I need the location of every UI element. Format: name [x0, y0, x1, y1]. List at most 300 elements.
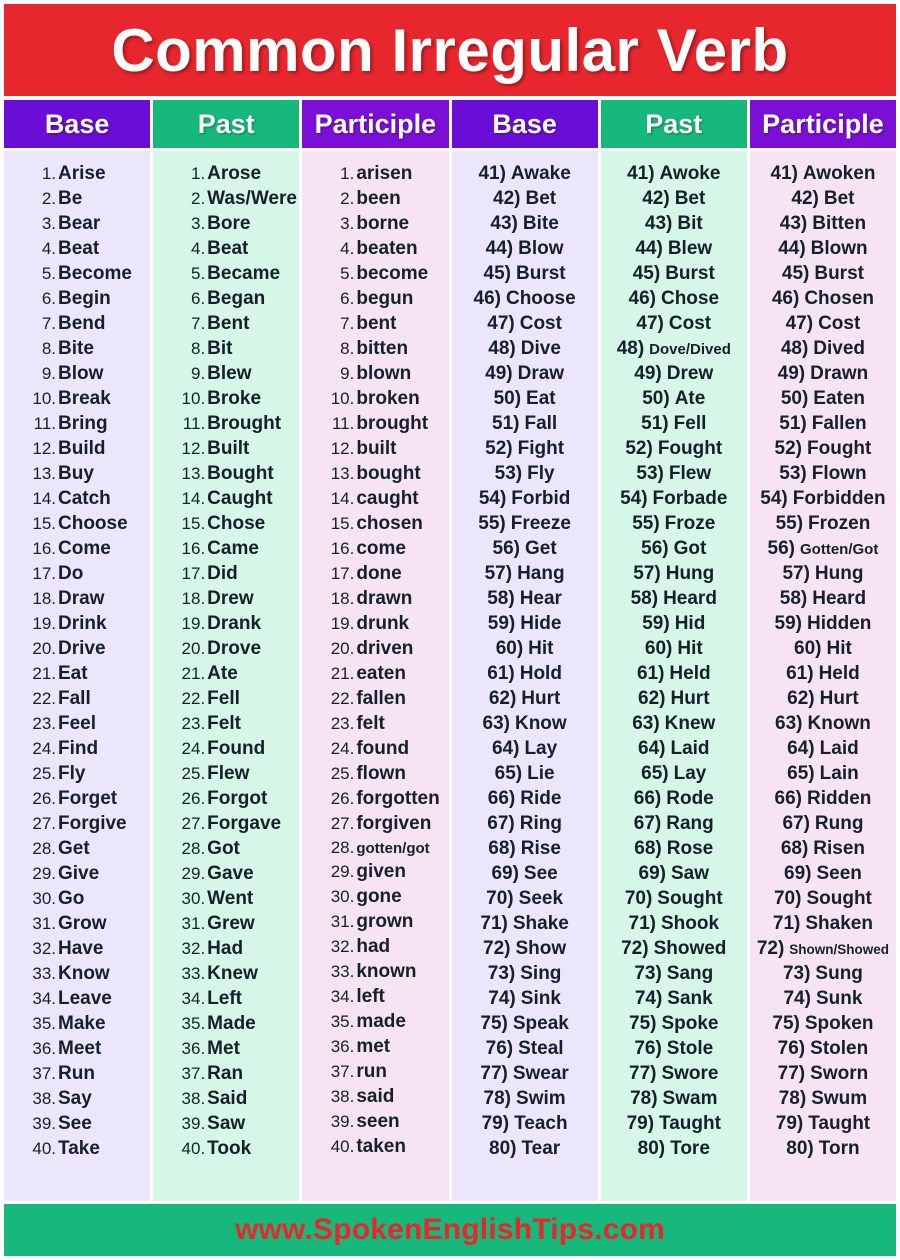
verb-entry	[157, 961, 295, 986]
verb-entry-number: 58)	[779, 588, 808, 609]
verb-entry-number: 51)	[492, 413, 520, 434]
verb-entry	[306, 636, 444, 661]
verb-entry-number: 54)	[760, 488, 788, 509]
verb-entry-number: 29.	[181, 864, 206, 883]
verb-entry	[754, 261, 892, 286]
verb-entry-word: Met	[207, 1038, 240, 1059]
verb-entry-number: 30.	[32, 889, 56, 908]
verb-entry	[456, 936, 594, 961]
footer-banner	[4, 1204, 896, 1256]
verb-entry	[605, 211, 743, 236]
verb-entry-number: 54)	[478, 488, 507, 509]
verb-entry-word: Blow	[518, 238, 564, 259]
verb-entry	[306, 884, 444, 909]
verb-entry-word: Caught	[207, 488, 273, 509]
verb-entry-word: driven	[356, 638, 414, 659]
verb-entry-number: 61)	[487, 663, 515, 684]
verb-entry	[306, 261, 444, 286]
column-base-right	[452, 151, 598, 1201]
verb-entry	[8, 211, 146, 236]
verb-entry-number: 53)	[494, 463, 523, 484]
verb-entry-word: Choose	[505, 288, 576, 309]
verb-entry-word: Grow	[58, 913, 107, 934]
verb-entry-number: 71)	[772, 913, 801, 934]
verb-entry-word: Blew	[207, 363, 252, 384]
verb-entry-word: Bore	[207, 213, 251, 234]
verb-entry	[754, 711, 892, 736]
verb-entry-number: 19.	[330, 614, 355, 633]
verb-entry-number: 47)	[636, 313, 664, 334]
verb-entry-number: 49)	[777, 363, 806, 384]
verb-entry-word: Drawn	[810, 363, 869, 384]
verb-entry-number: 71)	[480, 913, 508, 934]
verb-entry-word: Meet	[58, 1038, 102, 1059]
verb-entry	[157, 486, 295, 511]
verb-entry-number: 56)	[492, 538, 520, 559]
verb-entry-number: 42)	[493, 188, 521, 209]
verb-entry-word: Bite	[58, 338, 94, 359]
verb-entry-number: 64)	[638, 738, 666, 759]
verb-entry-word: Torn	[818, 1138, 860, 1159]
verb-entry	[605, 811, 743, 836]
verb-entry-word: Broke	[207, 388, 262, 409]
verb-entry-number: 78)	[483, 1088, 512, 1109]
verb-entry-word: See	[523, 863, 558, 884]
verb-entry-number: 74)	[634, 988, 663, 1009]
verb-entry-word: Awake	[510, 163, 571, 184]
verb-entry-number: 47)	[785, 313, 814, 334]
verb-entry-word: Sank	[667, 988, 713, 1009]
verb-entry	[8, 536, 146, 561]
verb-entry	[157, 1061, 295, 1086]
verb-entry	[306, 211, 444, 236]
verb-entry	[754, 336, 892, 361]
verb-entry	[8, 311, 146, 336]
verb-entry-number: 24.	[32, 739, 56, 758]
verb-entry-number: 13.	[32, 464, 56, 483]
verb-entry-number: 23.	[330, 714, 355, 733]
verb-entry-number: 43)	[644, 213, 673, 234]
header-label: Past	[197, 108, 255, 139]
verb-entry-word: Break	[58, 388, 111, 409]
verb-entry-word: Fly	[527, 463, 555, 484]
verb-entry	[754, 911, 892, 936]
verb-entry-word: Choose	[58, 513, 128, 534]
verb-entry	[306, 361, 444, 386]
verb-entry	[306, 536, 444, 561]
verb-entry-word: said	[356, 1086, 395, 1107]
verb-entry-word: drunk	[356, 613, 410, 634]
page-title: Common Irregular Verb	[111, 16, 789, 84]
verb-entry-word: Took	[207, 1138, 252, 1159]
verb-entry-number: 39.	[32, 1114, 56, 1133]
verb-entry	[8, 986, 146, 1011]
verb-entry-number: 19.	[32, 614, 56, 633]
verb-entry-word: forgiven	[356, 813, 432, 834]
verb-entry-number: 14.	[181, 489, 206, 508]
verb-entry-word: Forbidden	[792, 488, 886, 509]
verb-entry-number: 12.	[181, 439, 206, 458]
verb-entry-word: Stolen	[810, 1038, 869, 1059]
verb-entry-word: chosen	[356, 513, 423, 534]
verb-entry-word: Burst	[516, 263, 566, 284]
verb-entry-word: Flown	[811, 463, 867, 484]
verb-entry	[157, 536, 295, 561]
verb-entry-word: borne	[356, 213, 410, 234]
verb-entry-number: 10.	[330, 389, 355, 408]
verb-entry-number: 35.	[32, 1014, 56, 1033]
verb-entry-word: Get	[58, 838, 90, 859]
verb-entry-word: Lain	[819, 763, 859, 784]
verb-entry	[605, 1061, 743, 1086]
verb-entry-number: 2.	[41, 189, 56, 208]
verb-entry-word: Bet	[525, 188, 557, 209]
verb-entry-number: 59)	[487, 613, 516, 634]
verb-entry-number: 75)	[480, 1013, 508, 1034]
verb-entry	[306, 311, 444, 336]
verb-entry-word: Beat	[207, 238, 249, 259]
verb-entry	[605, 286, 743, 311]
verb-entry-word: Spoke	[661, 1013, 719, 1034]
verb-entry	[754, 1061, 892, 1086]
verb-entry-word: Say	[58, 1088, 92, 1109]
verb-entry	[456, 1011, 594, 1036]
verb-entry	[157, 886, 295, 911]
verb-entry	[306, 161, 444, 186]
verb-entry	[456, 661, 594, 686]
verb-entry	[456, 311, 594, 336]
verb-entry	[754, 936, 892, 961]
verb-entry	[754, 311, 892, 336]
verb-entry	[456, 1086, 594, 1111]
verb-entry	[306, 811, 444, 836]
verb-entry	[605, 561, 743, 586]
verb-entry	[157, 736, 295, 761]
verb-entry	[605, 586, 743, 611]
verb-entry-number: 56)	[767, 538, 796, 559]
verb-entry	[456, 386, 594, 411]
verb-entry-number: 24.	[330, 739, 355, 758]
verb-entry-word: begun	[356, 288, 414, 309]
verb-entry-number: 4.	[190, 239, 206, 258]
verb-entry-number: 73)	[634, 963, 662, 984]
verb-entry-number: 73)	[782, 963, 811, 984]
verb-entry-number: 33.	[181, 964, 206, 983]
verb-entry	[605, 761, 743, 786]
verb-entry-number: 49)	[485, 363, 513, 384]
verb-entry-word: Hurt	[521, 688, 561, 709]
verb-entry	[306, 586, 444, 611]
verb-entry-number: 32.	[32, 939, 56, 958]
verb-entry	[8, 811, 146, 836]
verb-entry-word: Fight	[517, 438, 565, 459]
verb-entry-number: 44)	[635, 238, 663, 259]
verb-entry-number: 32.	[181, 939, 206, 958]
verb-entry-word: Taught	[659, 1113, 721, 1134]
verb-entry-number: 62)	[488, 688, 517, 709]
verb-entry-number: 43)	[779, 213, 808, 234]
verb-entry-word: Lie	[527, 763, 555, 784]
verb-entry	[605, 986, 743, 1011]
verb-entry-word: come	[356, 538, 406, 559]
verb-entry-number: 35.	[181, 1014, 206, 1033]
verb-entry-word: blown	[356, 363, 412, 384]
verb-entry	[306, 984, 444, 1009]
verb-entry	[754, 861, 892, 886]
verb-entry-number: 80)	[786, 1138, 814, 1159]
verb-entry-number: 71)	[628, 913, 656, 934]
verb-entry-word: Blew	[667, 238, 713, 259]
verb-entry-word: Cost	[519, 313, 562, 334]
verb-entry-word: Fell	[207, 688, 240, 709]
verb-entry	[8, 1086, 146, 1111]
verb-entry-word: Began	[207, 288, 266, 309]
verb-entry-word: Fell	[673, 413, 707, 434]
header-label: Participle	[762, 108, 884, 139]
verb-entry	[754, 661, 892, 686]
verb-entry-word: Do	[58, 563, 84, 584]
verb-entry-number: 29.	[32, 864, 56, 883]
verb-entry-word: Sunk	[815, 988, 863, 1009]
verb-entry-number: 72)	[483, 938, 511, 959]
website-url[interactable]: www.SpokenEnglishTips.com	[234, 1213, 666, 1246]
verb-entry-word: Feel	[58, 713, 97, 734]
verb-entry	[456, 211, 594, 236]
verb-entry	[754, 511, 892, 536]
verb-entry	[754, 736, 892, 761]
verb-entry	[605, 311, 743, 336]
verb-entry-word: beaten	[356, 238, 418, 259]
verb-entry	[306, 761, 444, 786]
verb-entry-number: 55)	[478, 513, 506, 534]
verb-entry-word: Bring	[58, 413, 108, 434]
verb-entry-number: 65)	[641, 763, 669, 784]
verb-entry-word: had	[356, 936, 391, 957]
verb-entry-word: Hear	[519, 588, 562, 609]
verb-entry	[605, 536, 743, 561]
verb-entry-word: met	[356, 1036, 391, 1057]
verb-entry-number: 10.	[32, 389, 56, 408]
verb-entry	[605, 261, 743, 286]
verb-entry	[605, 636, 743, 661]
verb-entry-number: 3.	[340, 214, 355, 233]
verb-entry	[8, 736, 146, 761]
verb-entry-number: 42)	[791, 188, 819, 209]
verb-entry-number: 76)	[777, 1038, 806, 1059]
verb-entry-number: 26.	[330, 789, 355, 808]
verb-entry	[456, 586, 594, 611]
verb-entry-word: brought	[356, 413, 429, 434]
header-participle-right	[750, 100, 896, 148]
verb-entry-number: 2.	[340, 189, 355, 208]
verb-entry-number: 51)	[779, 413, 807, 434]
verb-entry-word: gotten/got	[356, 840, 430, 857]
column-past-right	[601, 151, 747, 1201]
verb-entry	[157, 611, 295, 636]
verb-entry	[8, 411, 146, 436]
verb-entry	[456, 786, 594, 811]
verb-entry-word: Swam	[662, 1088, 718, 1109]
verb-entry-number: 25.	[32, 764, 56, 783]
verb-entry	[8, 486, 146, 511]
verb-entry-number: 58)	[487, 588, 515, 609]
verb-entry-word: Sought	[806, 888, 872, 909]
verb-entry-word: Tore	[670, 1138, 710, 1159]
verb-entry-word: Built	[207, 438, 250, 459]
verb-entry-number: 18.	[330, 589, 355, 608]
verb-entry-number: 34.	[32, 989, 56, 1008]
verb-entry-word: Hang	[517, 563, 565, 584]
verb-entry-word: Laid	[670, 738, 710, 759]
verb-entry	[8, 1061, 146, 1086]
verb-entry	[8, 236, 146, 261]
verb-entry	[605, 436, 743, 461]
verb-entry	[605, 361, 743, 386]
verb-entry	[605, 486, 743, 511]
verb-entry-word: seen	[356, 1111, 400, 1132]
verb-entry-number: 6.	[340, 289, 355, 308]
verb-entry	[157, 436, 295, 461]
verb-entry-word: Bend	[58, 313, 106, 334]
verb-entry-number: 35.	[330, 1012, 355, 1031]
header-label: Base	[44, 108, 110, 139]
verb-entry-number: 66)	[633, 788, 662, 809]
verb-entry-number: 37.	[330, 1062, 355, 1081]
verb-entry-word: Blow	[58, 363, 104, 384]
verb-entry	[306, 686, 444, 711]
verb-entry-number: 22.	[330, 689, 355, 708]
verb-entry-number: 43)	[490, 213, 518, 234]
verb-entry	[605, 961, 743, 986]
verb-entry-number: 69)	[491, 863, 519, 884]
verb-entry	[157, 411, 295, 436]
verb-entry-word: Swum	[811, 1088, 868, 1109]
verb-entry	[456, 1136, 594, 1161]
column-participle-left	[302, 151, 448, 1201]
verb-entry-word: Rode	[666, 788, 714, 809]
verb-entry-word: become	[356, 263, 429, 284]
verb-entry-word: Find	[58, 738, 99, 759]
verb-entry-word: Cost	[818, 313, 861, 334]
verb-entry	[605, 1036, 743, 1061]
verb-entry	[456, 961, 594, 986]
verb-entry	[157, 836, 295, 861]
verb-entry	[157, 661, 295, 686]
verb-entry	[306, 1009, 444, 1034]
verb-entry-number: 46)	[473, 288, 501, 309]
verb-entry-number: 29.	[330, 862, 355, 881]
verb-entry-word: done	[356, 563, 402, 584]
verb-entry-word: Sing	[520, 963, 562, 984]
verb-entry-word: Eat	[526, 388, 556, 409]
verb-entry-number: 78)	[778, 1088, 807, 1109]
verb-entry	[456, 1061, 594, 1086]
verb-entry-word: Gave	[207, 863, 254, 884]
verb-entry	[157, 336, 295, 361]
verb-entry-word: Blown	[810, 238, 868, 259]
verb-entry-word: Leave	[58, 988, 112, 1009]
verb-entry	[8, 386, 146, 411]
verb-entry-number: 80)	[637, 1138, 666, 1159]
verb-entry-number: 1.	[340, 164, 355, 183]
verb-entry	[157, 786, 295, 811]
verb-entry	[754, 536, 892, 561]
verb-entry	[605, 861, 743, 886]
verb-entry-number: 20.	[32, 639, 56, 658]
verb-entry-number: 67)	[487, 813, 515, 834]
verb-entry-word: Hide	[520, 613, 562, 634]
verb-entry	[8, 511, 146, 536]
verb-entry-word: Hit	[528, 638, 554, 659]
verb-entry-number: 50)	[780, 388, 809, 409]
verb-entry-word: Bet	[823, 188, 855, 209]
verb-entry-word: Stole	[666, 1038, 714, 1059]
verb-entry-number: 52)	[485, 438, 513, 459]
verb-entry-word: Shake	[512, 913, 569, 934]
verb-entry	[157, 386, 295, 411]
verb-entry-word: Come	[58, 538, 111, 559]
verb-entry-number: 74)	[488, 988, 516, 1009]
verb-entry	[456, 686, 594, 711]
verb-entry	[754, 761, 892, 786]
verb-entry-word: Held	[669, 663, 711, 684]
verb-entry-number: 77)	[777, 1063, 806, 1084]
verb-entry	[456, 636, 594, 661]
verb-entry	[754, 436, 892, 461]
verb-entry	[605, 336, 743, 361]
verb-entry-word: Was/Were	[207, 188, 297, 209]
verb-entry-number: 76)	[634, 1038, 662, 1059]
verb-entry-word: Risen	[813, 838, 866, 859]
verb-entry-word: Held	[818, 663, 860, 684]
verb-entry	[306, 411, 444, 436]
column-past-left	[153, 151, 299, 1201]
verb-entry-word: Went	[207, 888, 254, 909]
verb-entry	[754, 461, 892, 486]
verb-entry-word: Lay	[673, 763, 707, 784]
verb-entry	[754, 611, 892, 636]
verb-entry-word: Eat	[58, 663, 88, 684]
verb-entry-word: Ran	[207, 1063, 244, 1084]
verb-entry	[8, 936, 146, 961]
verb-entry-word: Go	[58, 888, 85, 909]
verb-entry-number: 11.	[33, 414, 56, 433]
verb-entry	[456, 161, 594, 186]
verb-entry-number: 51)	[641, 413, 669, 434]
verb-entry-word: Bought	[207, 463, 274, 484]
verb-entry-word: Rang	[666, 813, 714, 834]
verb-entry-number: 22.	[32, 689, 56, 708]
verb-entry	[456, 1036, 594, 1061]
verb-entry	[306, 1059, 444, 1084]
verb-entry-number: 15.	[32, 514, 56, 533]
verb-entry	[306, 436, 444, 461]
header-label: Past	[645, 108, 703, 139]
verb-entry	[605, 736, 743, 761]
verb-entry-word: Draw	[58, 588, 105, 609]
verb-entry	[157, 236, 295, 261]
verb-entry-word: Found	[207, 738, 266, 759]
verb-entry	[605, 386, 743, 411]
verb-entry-number: 26.	[181, 789, 206, 808]
verb-entry-number: 59)	[774, 613, 802, 634]
verb-entry-word: Sink	[520, 988, 561, 1009]
verb-entry-number: 79)	[481, 1113, 510, 1134]
verb-entry-word: bitten	[356, 338, 409, 359]
verb-entry-number: 68)	[488, 838, 516, 859]
verb-entry-number: 41)	[478, 163, 506, 184]
verb-entry	[456, 1111, 594, 1136]
